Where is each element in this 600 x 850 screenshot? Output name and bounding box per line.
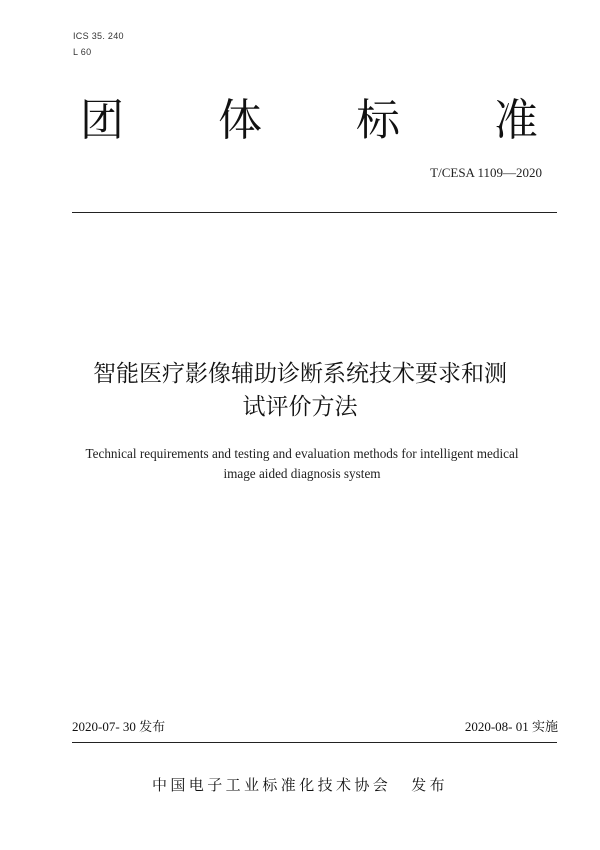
publisher-line xyxy=(152,774,448,795)
publisher-name: 中国电子工业标准化技术协会 xyxy=(152,776,392,794)
standard-number: T/CESA 1109—2020 xyxy=(430,165,542,180)
publisher-suffix: 发布 xyxy=(411,776,449,794)
standard-type-heading xyxy=(80,93,538,149)
implementation-date: 2020-08- 01 实施 xyxy=(464,719,558,734)
english-title-line: image aided diagnosis system xyxy=(223,466,381,481)
standard-type-char: 准 xyxy=(494,95,538,146)
chinese-title-line: 试评价方法 xyxy=(242,394,358,420)
chinese-title-line: 智能医疗影像辅助诊断系统技术要求和测 xyxy=(93,361,507,387)
top-divider xyxy=(72,212,557,213)
english-title-line: Technical requirements and testing and evaluation methods for intelligent medical xyxy=(85,446,519,461)
issue-date: 2020-07- 30 发布 xyxy=(72,719,166,734)
english-title xyxy=(60,444,544,484)
standard-type-char: 团 xyxy=(80,95,124,146)
ccs-code: L 60 xyxy=(73,47,92,57)
standard-type-char: 体 xyxy=(218,95,262,146)
bottom-divider xyxy=(72,742,557,743)
ics-code: ICS 35. 240 xyxy=(73,31,124,41)
standard-type-char: 标 xyxy=(356,95,400,146)
chinese-title xyxy=(60,358,540,424)
